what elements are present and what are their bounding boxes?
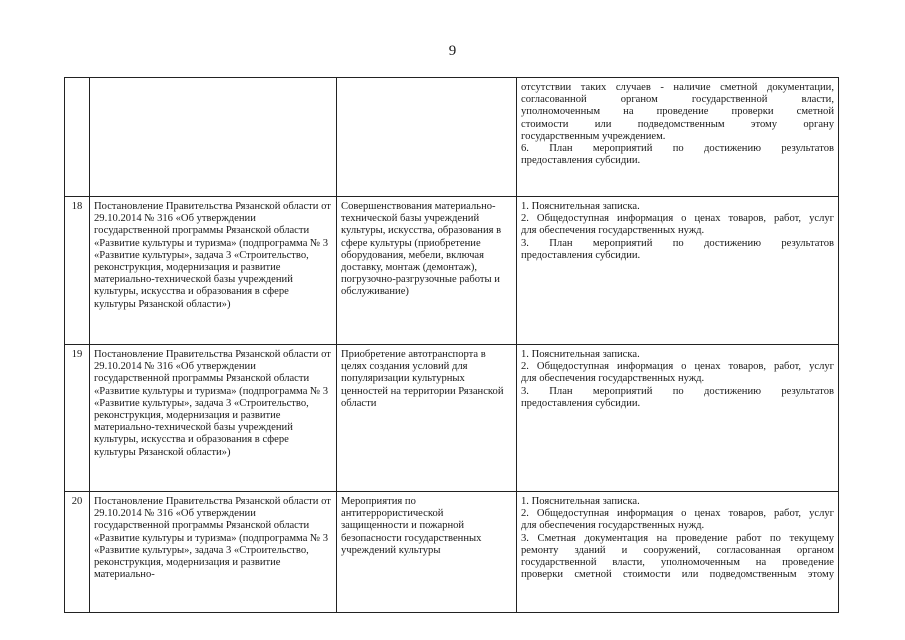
row-number: 19: [65, 345, 90, 492]
table-row: [65, 492, 839, 613]
requirements-line: согласованной органом государственной власти,: [521, 94, 834, 106]
row-event: [337, 78, 517, 197]
table-row: [65, 197, 839, 345]
requirements-item-3: 3. План мероприятий по достижению результатов: [521, 237, 834, 249]
requirements-item-1: 1. Пояснительная записка.: [521, 496, 640, 507]
requirements-item-3-line: ремонту зданий и сооружений, согласованная органом: [521, 544, 834, 556]
requirements-item-2-end: для обеспечения государственных нужд.: [521, 373, 705, 385]
requirements-line: стоимости или подведомственным этому органу: [521, 118, 834, 130]
row-requirements: [517, 492, 839, 613]
row-number: [65, 78, 90, 197]
row-number: 20: [65, 492, 90, 613]
requirements-item-6-end: предоставления субсидии.: [521, 155, 641, 167]
requirements-item-2-end: для обеспечения государственных нужд.: [521, 520, 705, 532]
row-requirements: [517, 345, 839, 492]
subsidy-documents-table: [64, 77, 839, 613]
requirements-item-3: 3. План мероприятий по достижению результатов: [521, 385, 834, 397]
requirements-item-6: 6. План мероприятий по достижению результатов: [521, 143, 834, 155]
requirements-item-2: 2. Общедоступная информация о ценах товаров, работ, услуг: [521, 213, 834, 225]
row-event: Мероприятия по антитеррористической защищенности и пожарной безопасности государственных учреждений культуры: [337, 492, 517, 613]
requirements-item-2: 2. Общедоступная информация о ценах товаров, работ, услуг: [521, 508, 834, 520]
requirements-line: уполномоченным на проведение проверки сметной: [521, 106, 834, 118]
row-requirements: [517, 78, 839, 197]
row-document: Постановление Правительства Рязанской области от 29.10.2014 № 316 «Об утверждении государственной программы Рязанской области «Развитие культуры и туризма» (подпрограмма № 3 «Развитие культуры», задача 3 «Строительство, реконструкция, модернизация и развитие материально-технической базы учреждений культуры, искусства и образования в сфере культуры Рязанской области»): [90, 197, 337, 345]
requirements-item-3-end: предоставления субсидии.: [521, 249, 641, 261]
requirements-item-2-end: для обеспечения государственных нужд.: [521, 225, 705, 237]
requirements-item-3-end: предоставления субсидии.: [521, 397, 641, 409]
row-document: [90, 78, 337, 197]
row-event: Совершенствования материально-технической базы учреждений культуры, искусства, образования в сфере культуры (приобретение оборудования, мебели, включая доставку, монтаж (демонтаж), погрузочно-разгрузочные работы и обслуживание): [337, 197, 517, 345]
page-number: 9: [448, 43, 457, 59]
row-number: 18: [65, 197, 90, 345]
row-event: Приобретение автотранспорта в целях создания условий для популяризации культурных ценностей на территории Рязанской области: [337, 345, 517, 492]
row-document: Постановление Правительства Рязанской области от 29.10.2014 № 316 «Об утверждении государственной программы Рязанской области «Развитие культуры и туризма» (подпрограмма № 3 «Развитие культуры», задача 3 «Строительство, реконструкция, модернизация и развитие материально-технической базы учреждений культуры, искусства и образования в сфере культуры Рязанской области»): [90, 345, 337, 492]
row-requirements: [517, 197, 839, 345]
requirements-item-3-line: государственной власти, уполномоченным на проведение: [521, 557, 834, 569]
row-document: Постановление Правительства Рязанской области от 29.10.2014 № 316 «Об утверждении государственной программы Рязанской области «Развитие культуры и туризма» (подпрограмма № 3 «Развитие культуры», задача 3 «Строительство, реконструкция, модернизация и развитие материально-: [90, 492, 337, 613]
requirements-item-2: 2. Общедоступная информация о ценах товаров, работ, услуг: [521, 361, 834, 373]
requirements-line: отсутствии таких случаев - наличие сметной документации,: [521, 82, 834, 93]
requirements-item-3-line: проверки сметной стоимости или подведомственным этому: [521, 569, 834, 581]
requirements-item-1: 1. Пояснительная записка.: [521, 201, 640, 212]
requirements-item-1: 1. Пояснительная записка.: [521, 349, 640, 360]
requirements-line: государственным учреждением.: [521, 130, 666, 142]
table-row: [65, 345, 839, 492]
table-row: [65, 78, 839, 197]
requirements-item-3: 3. Сметная документация на проведение работ по текущему: [521, 532, 834, 544]
